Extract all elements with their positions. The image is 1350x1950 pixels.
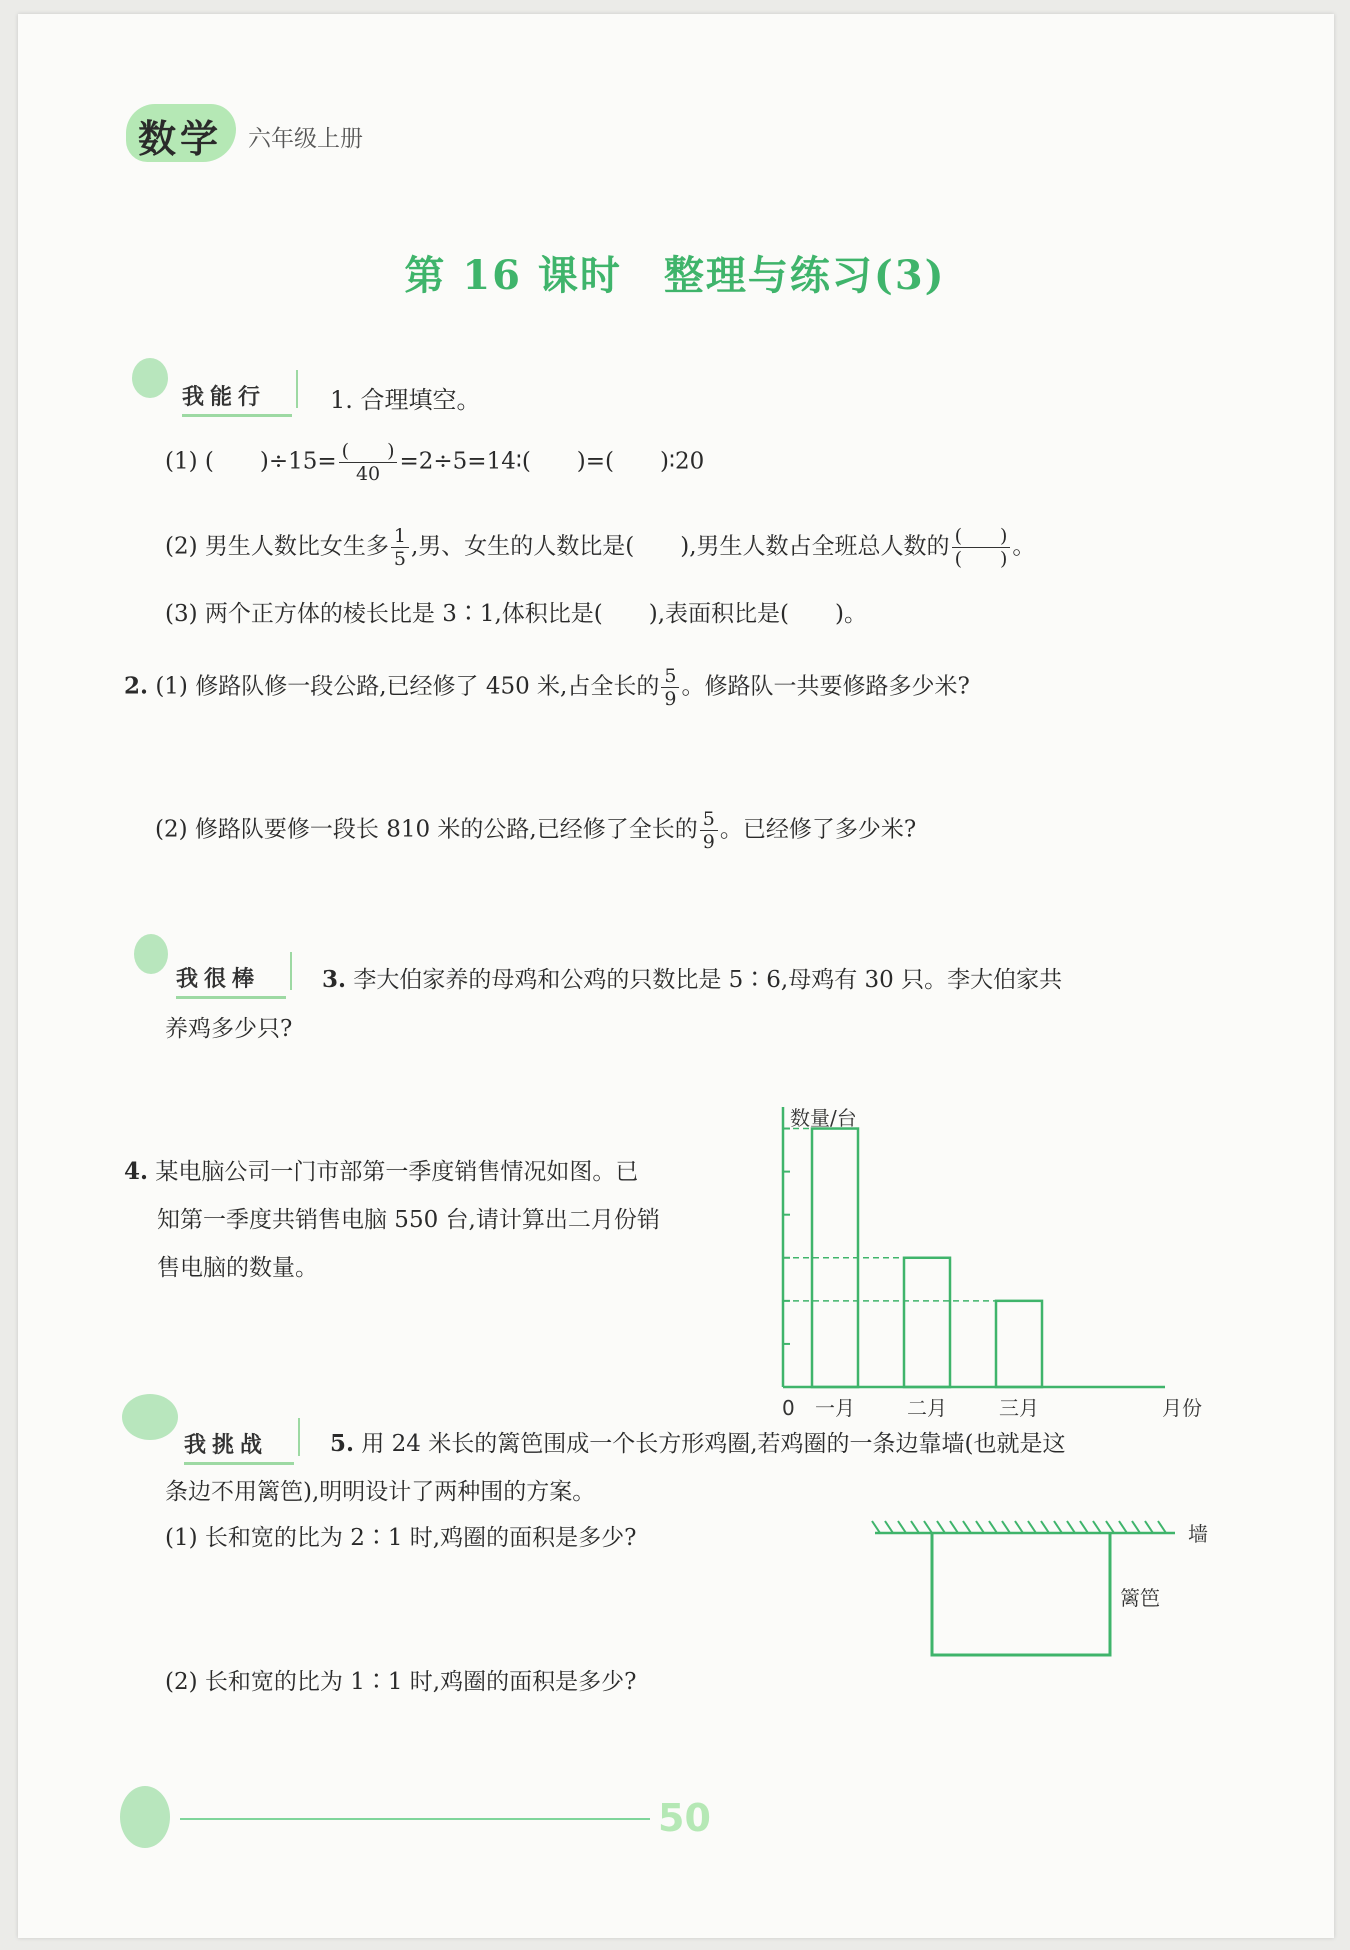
mascot-icon (120, 1786, 170, 1848)
q1-part1: (1) ( )÷15= $\frac{( )}{40}$ =2÷5=14∶( )=( )∶20 (165, 440, 705, 485)
x-tick-label: 二月 (907, 1396, 947, 1420)
q5-part2: (2) 长和宽的比为 1∶1 时,鸡圈的面积是多少? (165, 1669, 637, 1695)
q3-line1: 3. 李大伯家养的母鸡和公鸡的只数比是 5∶6,母鸡有 30 只。李大伯家共 (322, 966, 1063, 993)
fraction: $\frac{( )}{( )}$ (952, 525, 1011, 570)
badge-divider (290, 952, 292, 990)
grade-label: 六年级上册 (248, 126, 363, 152)
wall-hatch (1145, 1521, 1153, 1533)
wall-hatch (924, 1521, 932, 1533)
q3-line2: 养鸡多少只? (165, 1016, 293, 1042)
q5-part1: (1) 长和宽的比为 2∶1 时,鸡圈的面积是多少? (165, 1525, 637, 1551)
wall-hatch (1028, 1521, 1036, 1533)
wall-hatch (1093, 1521, 1101, 1533)
wall-hatch (1132, 1521, 1140, 1533)
wall-hatch (1015, 1521, 1023, 1533)
q4-line1: 4. 某电脑公司一门市部第一季度销售情况如图。已 (124, 1158, 639, 1185)
wall-hatch (1002, 1521, 1010, 1533)
origin-label: 0 (782, 1396, 795, 1420)
wall-hatch (1080, 1521, 1088, 1533)
badge-great: 我很棒 (176, 962, 260, 993)
wall-hatch (1041, 1521, 1049, 1533)
mascot-icon (132, 358, 168, 398)
footer-line (180, 1818, 650, 1820)
wall-hatch (1054, 1521, 1062, 1533)
subject-title: 数学 (138, 117, 223, 161)
fraction: $\frac{5}{9}$ (700, 808, 718, 853)
wall-hatch (976, 1521, 984, 1533)
wall-hatch (898, 1521, 906, 1533)
lesson-title: 第 16 课时 整理与练习(3) (404, 252, 946, 299)
q2-part1: 2. (1) 修路队修一段公路,已经修了 450 米,占全长的 $\frac{5}{9}$ 。修路队一共要修路多少米? (124, 665, 970, 710)
badge-divider (296, 370, 298, 408)
sales-chart (760, 1095, 1220, 1425)
q1-title: 1. 合理填空。 (330, 386, 481, 414)
wall-hatch (989, 1521, 997, 1533)
fence-label: 篱笆 (1120, 1586, 1160, 1610)
x-axis-label: 月份 (1162, 1396, 1202, 1420)
q4-line3: 售电脑的数量。 (157, 1255, 318, 1281)
wall-hatch (885, 1521, 893, 1533)
page-number: 50 (658, 1796, 711, 1840)
q5-line2: 条边不用篱笆),明明设计了两种围的方案。 (165, 1479, 596, 1505)
wall-hatch (963, 1521, 971, 1533)
fraction: $\frac{5}{9}$ (661, 665, 679, 710)
wall-hatch (1106, 1521, 1114, 1533)
wall-hatch (937, 1521, 945, 1533)
bar-2 (904, 1258, 950, 1387)
wall-hatch (872, 1521, 880, 1533)
fence-outline (932, 1533, 1110, 1655)
wall-hatch (1158, 1521, 1166, 1533)
fraction: $\frac{( )}{40}$ (339, 440, 398, 485)
fraction: $\frac{1}{5}$ (391, 525, 409, 570)
q1-part2: (2) 男生人数比女生多 $\frac{1}{5}$ ,男、女生的人数比是( ),男生人数占全班总人数的 $\frac{( )}{( )}$ 。 (165, 525, 1036, 570)
badge-challenge: 我挑战 (184, 1428, 268, 1459)
wall-label: 墙 (1188, 1522, 1208, 1546)
badge-can-do: 我能行 (182, 380, 266, 411)
x-tick-label: 三月 (999, 1396, 1039, 1420)
q2-part2: (2) 修路队要修一段长 810 米的公路,已经修了全长的 $\frac{5}{9}$ 。已经修了多少米? (155, 808, 917, 853)
wall-hatch (1067, 1521, 1075, 1533)
wall-hatch (1119, 1521, 1127, 1533)
pen-diagram (870, 1505, 1220, 1675)
badge-divider (298, 1418, 300, 1456)
mascot-icon (134, 934, 168, 974)
mascot-icon (122, 1394, 178, 1440)
q5-line1: 5. 用 24 米长的篱笆围成一个长方形鸡圈,若鸡圈的一条边靠墙(也就是这 (330, 1430, 1066, 1457)
wall-hatch (950, 1521, 958, 1533)
y-axis-label: 数量/台 (790, 1106, 857, 1130)
wall-hatch (911, 1521, 919, 1533)
bar-3 (996, 1301, 1042, 1387)
q1-part3: (3) 两个正方体的棱长比是 3∶1,体积比是( ),表面积比是( )。 (165, 601, 867, 627)
q4-line2: 知第一季度共销售电脑 550 台,请计算出二月份销 (157, 1207, 660, 1233)
x-tick-label: 一月 (815, 1396, 855, 1420)
